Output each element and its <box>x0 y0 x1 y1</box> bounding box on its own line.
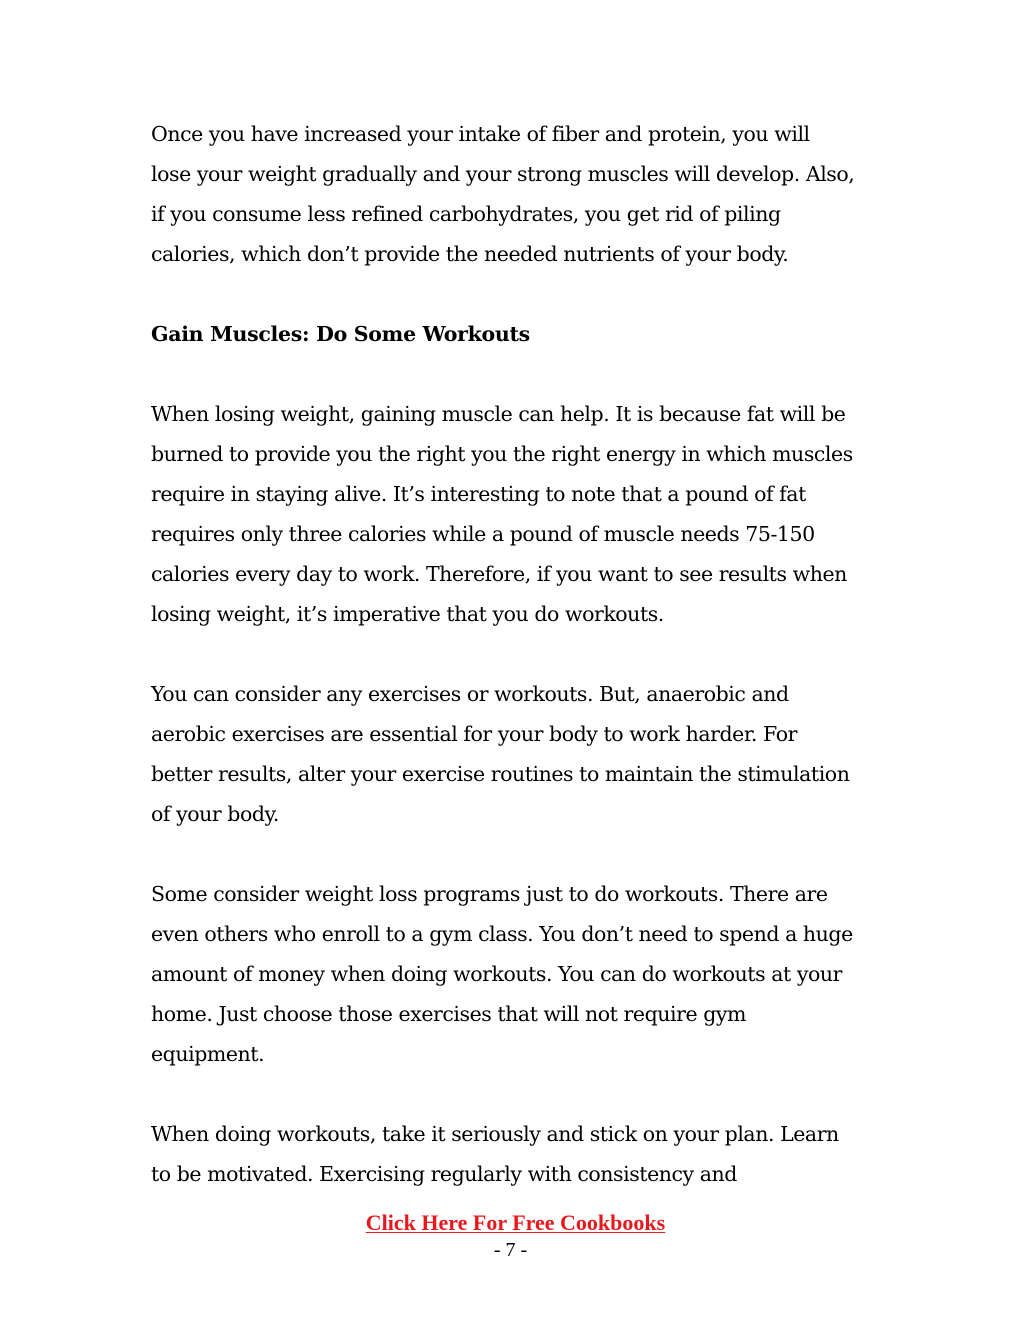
text-line: home. Just choose those exercises that will not require gym <box>151 1002 746 1026</box>
text-line: losing weight, it’s imperative that you do workouts. <box>151 602 664 626</box>
text-line: calories, which don’t provide the needed nutrients of your body. <box>151 242 789 266</box>
text-line: calories every day to work. Therefore, if you want to see results when <box>151 562 847 586</box>
text-line: better results, alter your exercise routines to maintain the stimulation <box>151 762 850 786</box>
text-line: When doing workouts, take it seriously and stick on your plan. Learn <box>151 1122 839 1146</box>
paragraph-1 <box>151 114 881 274</box>
text-line: lose your weight gradually and your strong muscles will develop. Also, <box>151 162 855 186</box>
text-line: require in staying alive. It’s interesting to note that a pound of fat <box>151 482 806 506</box>
text-line: Once you have increased your intake of fiber and protein, you will <box>151 122 810 146</box>
text-line: burned to provide you the right you the right energy in which muscles <box>151 442 853 466</box>
page-content <box>151 114 881 1194</box>
paragraph-gap <box>151 354 881 394</box>
text-line: even others who enroll to a gym class. You don’t need to spend a huge <box>151 922 853 946</box>
paragraph-5 <box>151 1114 881 1194</box>
paragraph-gap <box>151 834 881 874</box>
text-line: Some consider weight loss programs just to do workouts. There are <box>151 882 828 906</box>
text-line: aerobic exercises are essential for your body to work harder. For <box>151 722 797 746</box>
paragraph-gap <box>151 634 881 674</box>
section-heading: Gain Muscles: Do Some Workouts <box>151 322 530 346</box>
text-line: When losing weight, gaining muscle can help. It is because fat will be <box>151 402 846 426</box>
paragraph-4 <box>151 874 881 1074</box>
text-line: requires only three calories while a pound of muscle needs 75-150 <box>151 522 815 546</box>
text-line: equipment. <box>151 1042 265 1066</box>
paragraph-3 <box>151 674 881 834</box>
text-line: amount of money when doing workouts. You can do workouts at your <box>151 962 842 986</box>
text-line: of your body. <box>151 802 280 826</box>
page-number: - 7 - <box>493 1239 528 1261</box>
text-line: You can consider any exercises or workouts. But, anaerobic and <box>151 682 789 706</box>
paragraph-gap <box>151 1074 881 1114</box>
text-line: to be motivated. Exercising regularly with consistency and <box>151 1162 737 1186</box>
text-line: if you consume less refined carbohydrates, you get rid of piling <box>151 202 781 226</box>
paragraph-gap <box>151 274 881 314</box>
paragraph-2 <box>151 394 881 634</box>
free-cookbooks-link[interactable]: Click Here For Free Cookbooks <box>365 1210 666 1235</box>
